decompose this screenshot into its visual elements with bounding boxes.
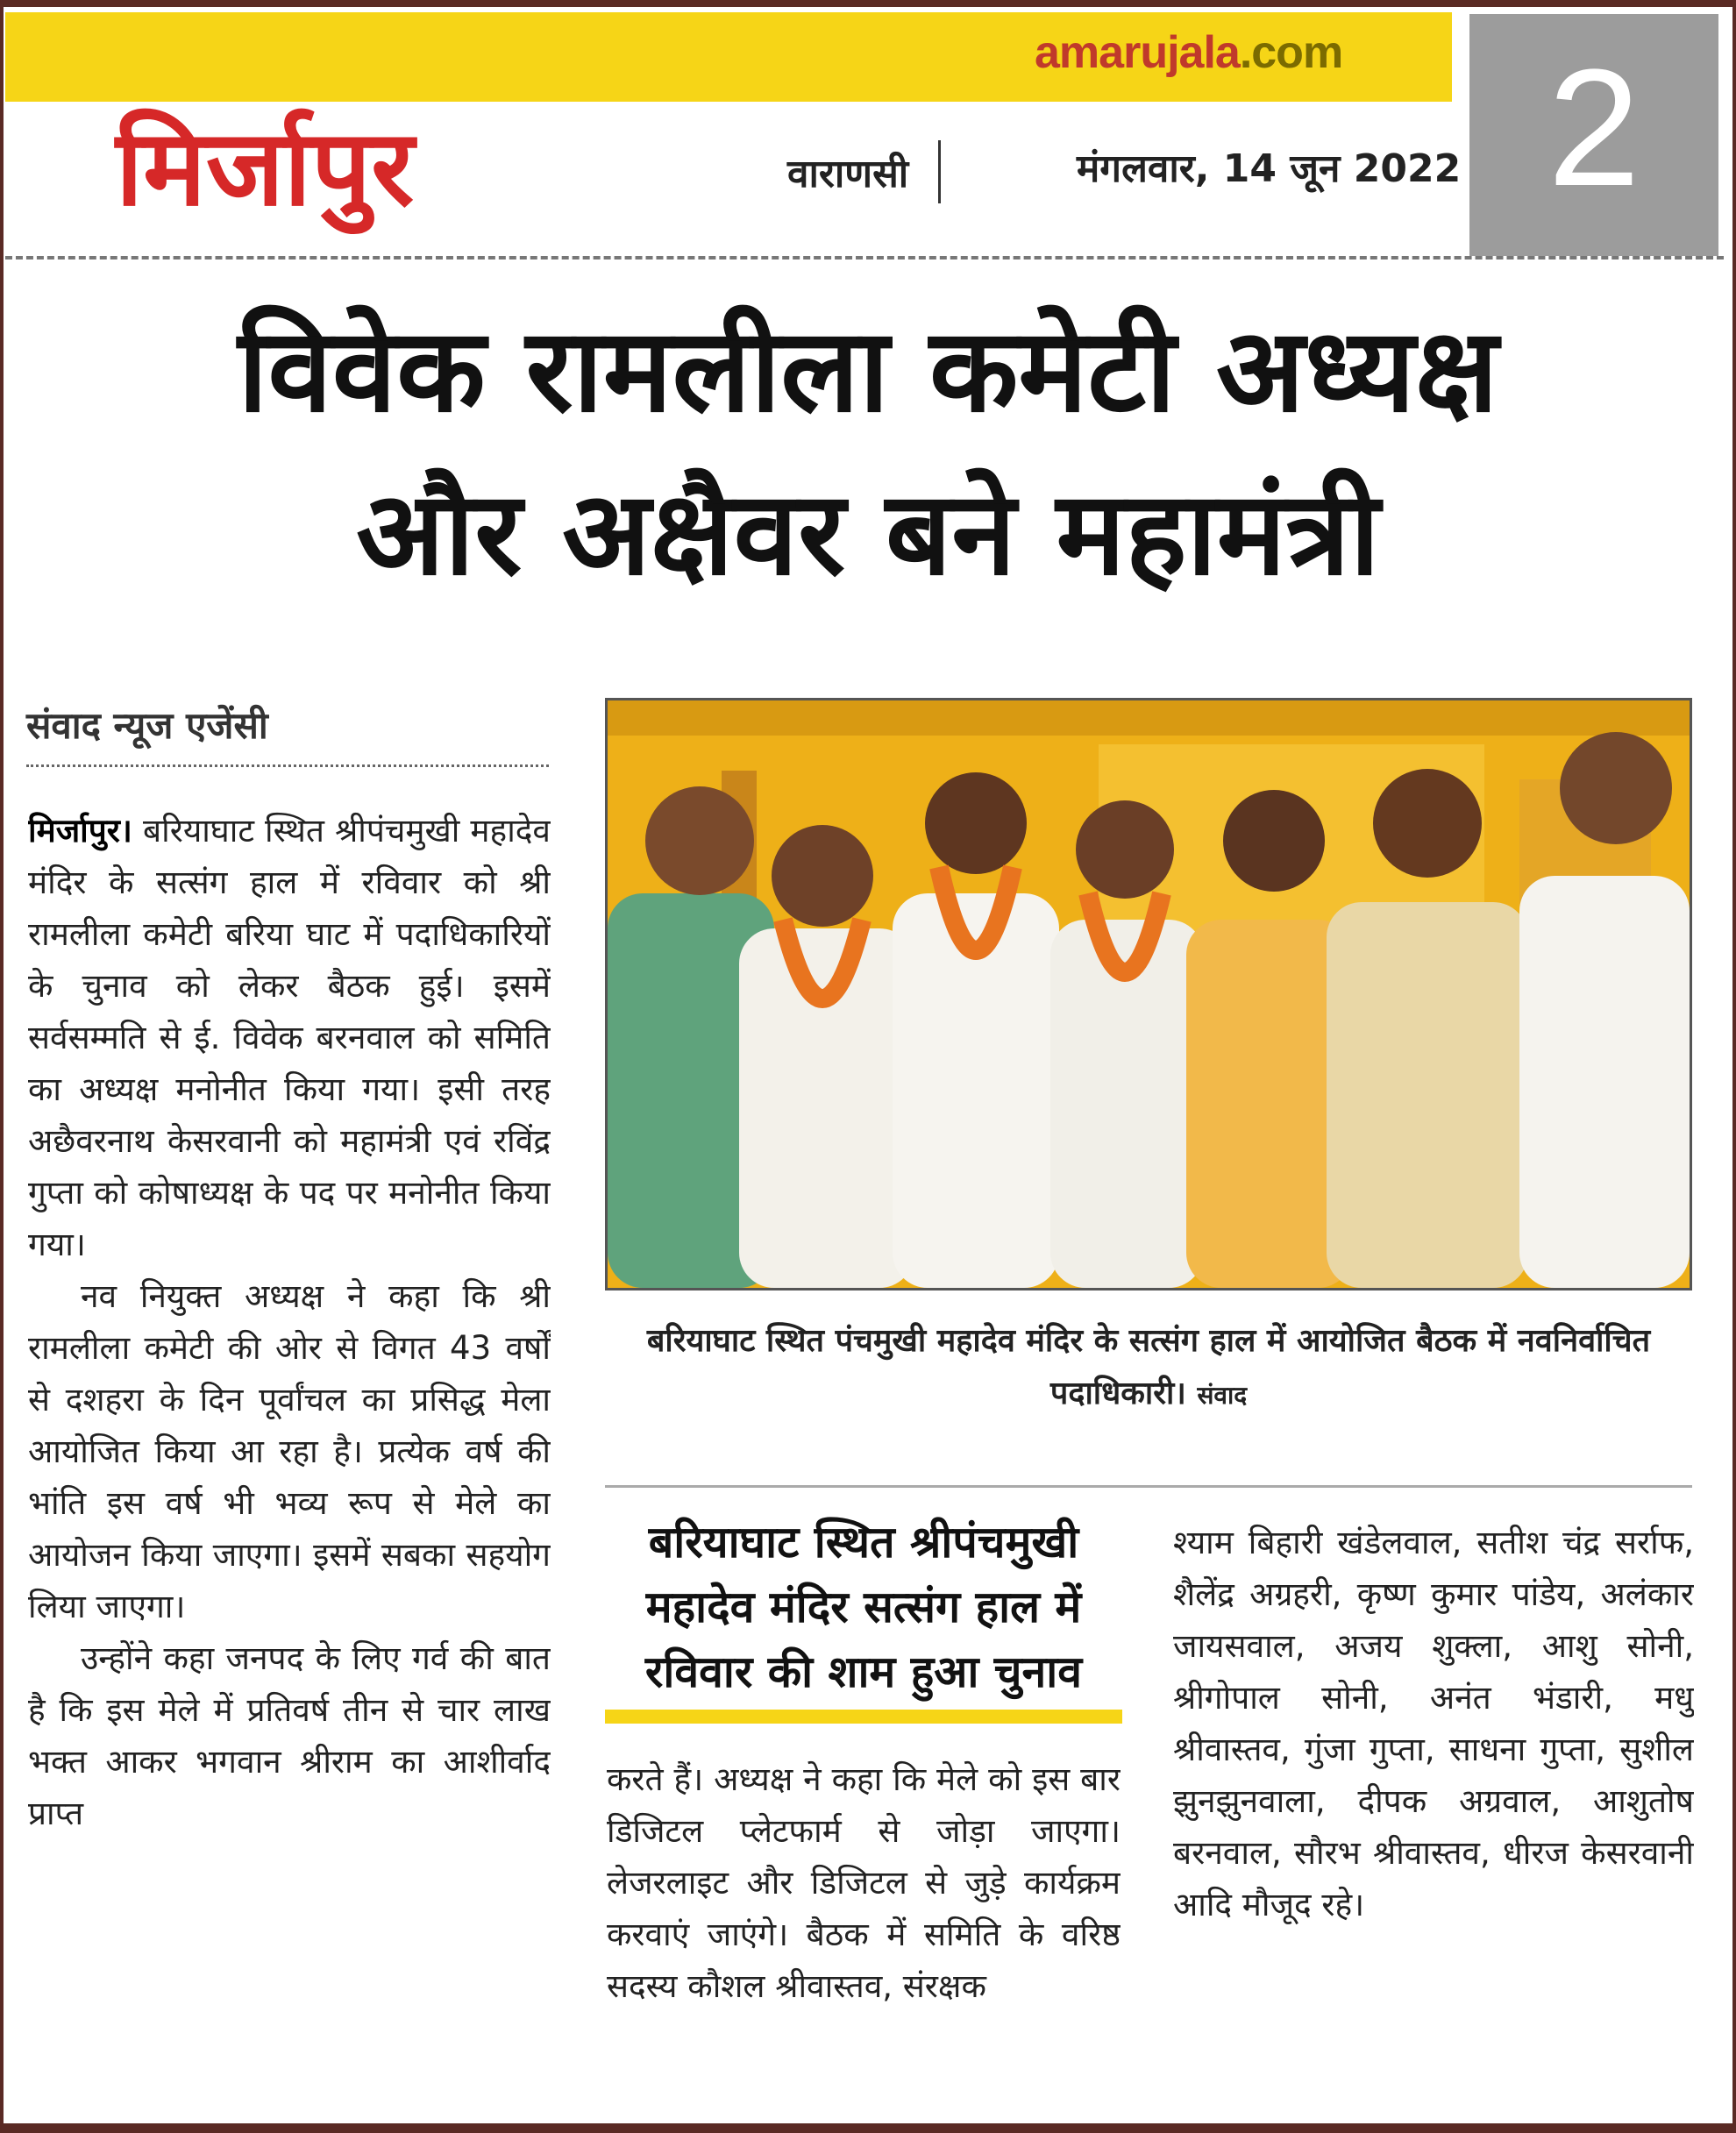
byline-rule bbox=[26, 764, 549, 767]
masthead-divider bbox=[938, 140, 941, 203]
page-border-bottom bbox=[0, 2123, 1736, 2133]
masthead-rule bbox=[5, 256, 1724, 260]
highlight-underline bbox=[605, 1710, 1122, 1724]
photo-credit: संवाद bbox=[1197, 1381, 1248, 1410]
article-photo bbox=[605, 698, 1692, 1290]
site-domain: .com bbox=[1239, 27, 1343, 78]
article-headline bbox=[35, 289, 1701, 615]
group-photo-illustration bbox=[608, 700, 1690, 1288]
dateline: मिर्जापुर। bbox=[28, 812, 132, 850]
site-logo[interactable] bbox=[1035, 26, 1342, 79]
photo-caption-text: बरियाघाट स्थित पंचमुखी महादेव मंदिर के सत्संग हाल में आयोजित बैठक में नवनिर्वाचित पदाधिकारी। bbox=[646, 1323, 1651, 1411]
edition-title: मिर्जापुर bbox=[116, 108, 415, 230]
byline: संवाद न्यूज एजेंसी bbox=[26, 704, 268, 747]
publication-date: मंगलवार, 14 जून 2022 bbox=[1077, 146, 1462, 191]
article-column-right bbox=[1173, 1517, 1694, 2095]
paragraph-1-text: बरियाघाट स्थित श्रीपंचमुखी महादेव मंदिर के सत्संग हाल में रविवार को श्री रामलीला कमेटी बरिया घाट में पदाधिकारियों के चुनाव को लेकर बैठक हुई। इसमें सर्वसम्मति से ई. विवेक बरनवाल को समिति का अध्यक्ष मनोनीत किया गया। इसी तरह अछैवरनाथ केसरवानी को महामंत्री एवं रविंद्र गुप्ता को कोषाध्यक्ष के पद पर मनोनीत किया गया। bbox=[28, 812, 551, 1263]
city-label: वाराणसी bbox=[787, 152, 909, 196]
page-border-right bbox=[1732, 0, 1736, 2133]
paragraph-2: नव नियुक्त अध्यक्ष ने कहा कि श्री रामलीला कमेटी की ओर से विगत 43 वर्षों से दशहरा के दिन पूर्वांचल का प्रसिद्ध मेला आयोजित किया आ रहा है। प्रत्येक वर्ष की भांति इस वर्ष भी भव्य रूप से मेले का आयोजन किया जाएगा। इसमें सबका सहयोग लिया जाएगा। bbox=[28, 1277, 551, 1625]
paragraph-3: उन्होंने कहा जनपद के लिए गर्व की बात है कि इस मेले में प्रतिवर्ष तीन से चार लाख भक्त आकर भगवान श्रीराम का आशीर्वाद प्राप्त bbox=[28, 1639, 551, 1832]
paragraph-1 bbox=[28, 805, 551, 1270]
headline-line-2: और अक्षैवर बने महामंत्री bbox=[356, 466, 1380, 601]
page-number: 2 bbox=[1547, 35, 1640, 221]
photo-caption bbox=[605, 1315, 1692, 1422]
site-name: amarujala bbox=[1035, 27, 1240, 78]
section-rule bbox=[605, 1485, 1692, 1488]
page-border-left bbox=[0, 0, 4, 2133]
article-column-middle bbox=[607, 1753, 1121, 2095]
highlight-callout: बरियाघाट स्थित श्रीपंचमुखी महादेव मंदिर सत्संग हाल में रविवार की शाम हुआ चुनाव bbox=[644, 1517, 1083, 1697]
headline-line-1: विवेक रामलीला कमेटी अध्यक्ष bbox=[238, 303, 1498, 438]
article-column-left bbox=[28, 805, 551, 2067]
page-number-box bbox=[1469, 14, 1718, 256]
paragraph-5: श्याम बिहारी खंडेलवाल, सतीश चंद्र सर्राफ, शैलेंद्र अग्रहरी, कृष्ण कुमार पांडेय, अलंकार जायसवाल, अजय शुक्ला, आशु सोनी, श्रीगोपाल सोनी, अनंत भंडारी, मधु श्रीवास्तव, गुंजा गुप्ता, साधना गुप्ता, सुशील झुनझुनवाला, दीपक अग्रवाल, आशुतोष बरनवाल, सौरभ श्रीवास्तव, धीरज केसरवानी आदि मौजूद रहे। bbox=[1173, 1524, 1694, 1923]
paragraph-4: करते हैं। अध्यक्ष ने कहा कि मेले को इस बार डिजिटल प्लेटफार्म से जोड़ा जाएगा। लेजरलाइट और डिजिटल से जुड़े कार्यक्रम करवाएं जाएंगे। बैठक में समिति के वरिष्ठ सदस्य कौशल श्रीवास्तव, संरक्षक bbox=[607, 1760, 1121, 2005]
page-border-top bbox=[0, 0, 1736, 7]
